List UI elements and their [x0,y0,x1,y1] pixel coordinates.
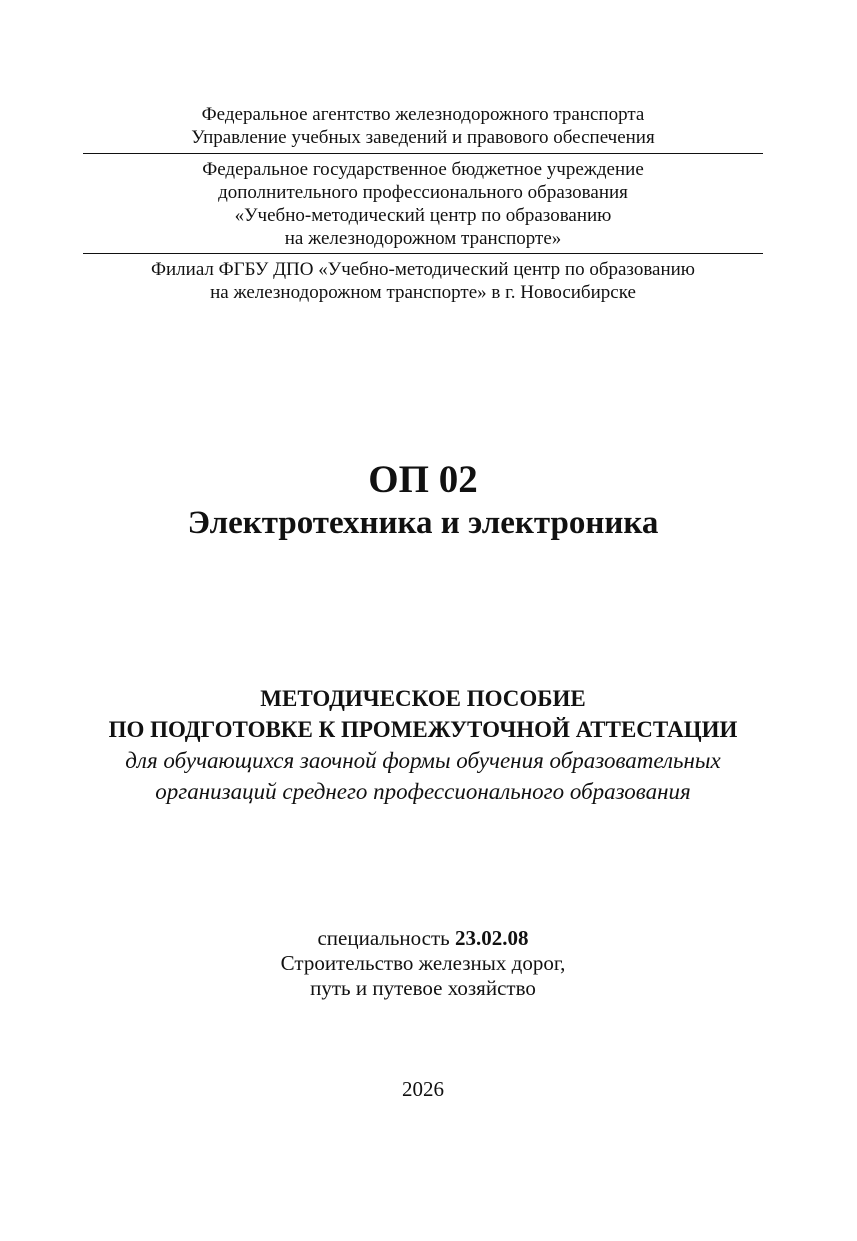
agency-name: Федеральное агентство железнодорожного транспорта [201,104,645,125]
document-audience: организаций среднего профессионального образования [155,779,691,804]
institution-line: на железнодорожном транспорте» [284,228,562,249]
institution-line: Федеральное государственное бюджетное учреждение [202,159,644,180]
specialty-name: Строительство железных дорог, [280,951,566,975]
course-code: ОП 02 [368,458,478,501]
divider-rule [83,253,763,254]
institution-line: дополнительного профессионального образования [218,182,628,203]
specialty-line [83,926,763,951]
publication-year: 2026 [402,1077,444,1101]
institution-line: «Учебно-методический центр по образованию [234,205,612,226]
specialty-code: 23.02.08 [455,926,529,950]
course-block [83,458,763,544]
institution-block [83,158,763,250]
document-title: МЕТОДИЧЕСКОЕ ПОСОБИЕ [260,686,586,711]
branch-line: Филиал ФГБУ ДПО «Учебно-методический центр по образованию [150,259,695,280]
specialty-block [83,926,763,1001]
specialty-name: путь и путевое хозяйство [310,976,536,1000]
document-title: ПО ПОДГОТОВКЕ К ПРОМЕЖУТОЧНОЙ АТТЕСТАЦИИ [108,717,738,742]
document-title-block [83,683,763,807]
branch-line: на железнодорожном транспорте» в г. Новосибирске [210,282,636,303]
year-block [83,1077,763,1102]
document-audience: для обучающихся заочной формы обучения образовательных [125,748,721,773]
course-name: Электротехника и электроника [187,505,659,541]
branch-block [83,258,763,304]
agency-department: Управление учебных заведений и правового обеспечения [191,127,655,148]
agency-block [83,103,763,149]
specialty-label: специальность [317,926,450,950]
divider-rule [83,153,763,154]
